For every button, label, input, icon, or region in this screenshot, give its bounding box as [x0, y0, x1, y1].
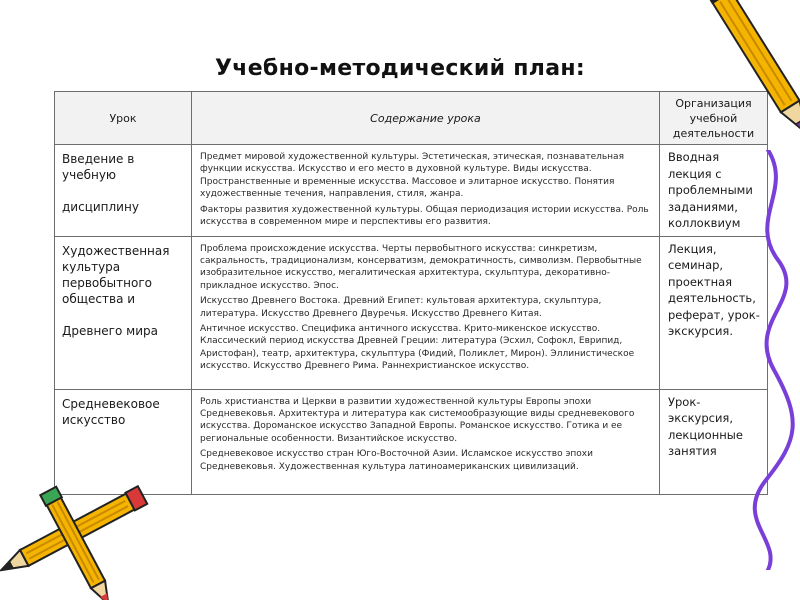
header-content: Содержание урока: [192, 92, 660, 145]
organization-cell: Урок-экскурсия, лекционные занятия: [660, 389, 768, 494]
header-lesson: Урок: [55, 92, 192, 145]
page-title: Учебно-методический план:: [215, 56, 585, 81]
lesson-text: Художественная культура первобытного общества и: [62, 243, 170, 306]
lesson-text: Древнего мира: [62, 323, 158, 338]
content-paragraph: Проблема происхождение искусства. Черты первобытного искусства: синкретизм, сакральность, традиционализм, консерватизм, демократичность, символизм. Первобытные изобразительное искусство, мегалитическая архитектура, скульптура, декоративно-прикладное искусство. Эпос.: [200, 243, 642, 291]
content-paragraph: Факторы развития художественной культуры. Общая периодизация истории искусства. Роль искусства в современном мире и перспективы его развития.: [200, 204, 649, 228]
header-organization: Организация учебной деятельности: [660, 92, 768, 145]
lesson-cell: [55, 389, 192, 494]
table-row: [55, 236, 768, 389]
content-paragraph: Античное искусство. Специфика античного искусства. Крито-микенское искусство. Классический период искусства Древней Греции: литература (Эсхил, Софокл, Еврипид, Аристофан), театр, архитектура, скульптура (Фидий, Поликлет, Мирон). Эллинистическое искусство. Искусство Древнего Рима. Раннехристианское искусство.: [200, 323, 635, 372]
content-paragraph: Средневековое искусство стран Юго-Восточной Азии. Исламское искусство эпохи Средневековья. Художественная культура латиноамериканских цивилизаций.: [200, 449, 593, 472]
content-cell: [192, 236, 660, 389]
lesson-text: дисциплину: [62, 200, 139, 214]
organization-cell: Вводная лекция с проблемными заданиями, коллоквиум: [660, 145, 768, 237]
lesson-cell: [55, 145, 192, 237]
lesson-text: Введение в учебную: [62, 152, 135, 182]
lesson-text: Средневековое искусство: [62, 396, 160, 427]
content-paragraph: Роль христианства и Церкви в развитии художественной культуры Европы эпохи Средневековья. Архитектура и литература как системообразующие виды средневекового искусства. Дороманское искусство Западной Европы. Романское искусство. Готика и ее региональные особенности. Византийское искусство.: [200, 396, 635, 444]
organization-cell: Лекция, семинар, проектная деятельность, реферат, урок-экскурсия.: [660, 236, 768, 389]
pencils-icon: [0, 480, 170, 600]
content-paragraph: Искусство Древнего Востока. Древний Египет: культовая архитектура, скульптура, литература. Искусство Древнего Двуречья. Искусство Древнего Китая.: [200, 296, 602, 319]
content-paragraph: Предмет мировой художественной культуры. Эстетическая, этическая, познавательная функции искусства. Искусство и его место в духовной культуре. Виды искусства. Пространственные и временные искусства. Массовое и элитарное искусство. Понятия художественные течения, направления, стиля, жанра.: [200, 152, 624, 200]
content-cell: [192, 145, 660, 237]
lesson-cell: [55, 236, 192, 389]
content-cell: [192, 389, 660, 494]
squiggle-line-icon: [738, 150, 800, 570]
table-row: [55, 389, 768, 494]
